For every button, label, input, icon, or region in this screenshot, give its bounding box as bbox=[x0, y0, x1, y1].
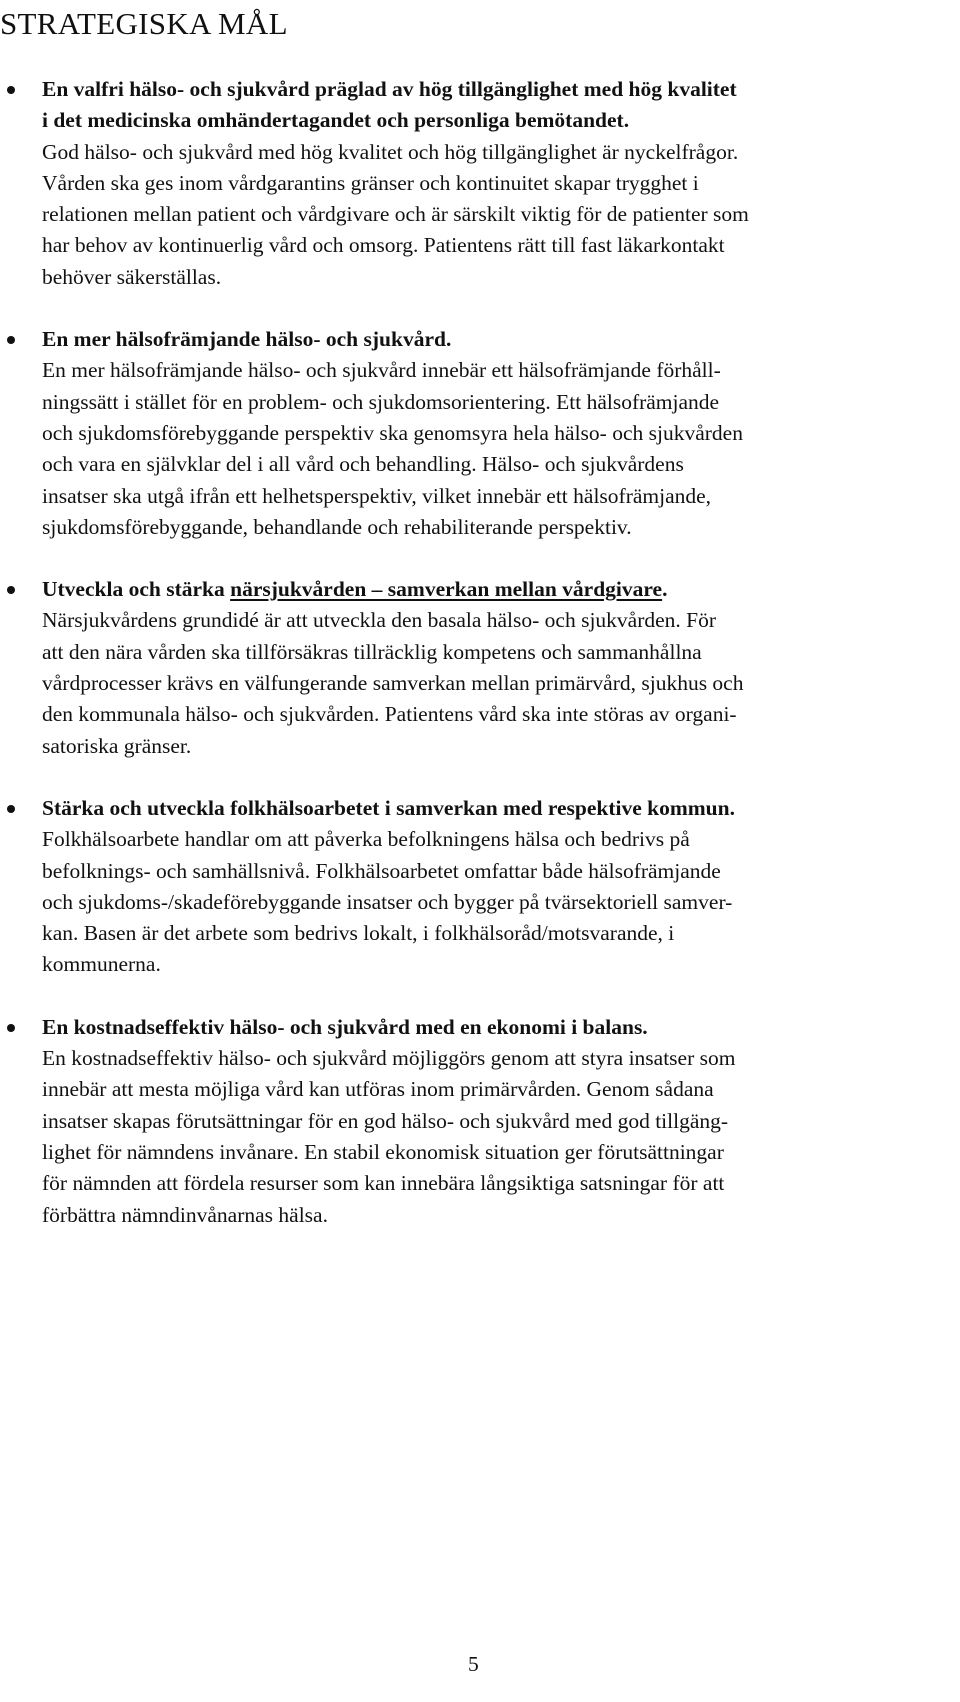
goal-heading bbox=[42, 1012, 935, 1043]
goal-heading-underlined-text: närsjukvården – samverkan mellan vårdgivare bbox=[230, 577, 663, 602]
goal-body bbox=[42, 605, 935, 761]
bullet-icon bbox=[7, 86, 15, 94]
bullet-icon bbox=[7, 805, 15, 813]
body-line: insatser ska utgå ifrån ett helhetsperspektiv, vilket innebär ett hälsofrämjande, bbox=[42, 483, 712, 508]
body-line: innebär att mesta möjliga vård kan utföras inom primärvården. Genom sådana bbox=[42, 1077, 714, 1102]
goal-heading-line: Stärka och utveckla folkhälsoarbetet i samverkan med respektive kommun. bbox=[42, 795, 735, 820]
body-line: för nämnden att fördela resurser som kan innebära långsiktiga satsningar för att bbox=[42, 1171, 725, 1196]
body-line: satoriska gränser. bbox=[42, 733, 192, 758]
goal-body bbox=[42, 355, 935, 543]
body-line: kan. Basen är det arbete som bedrivs lokalt, i folkhälsoråd/motsvarande, i bbox=[42, 921, 675, 946]
bullet-icon bbox=[7, 586, 15, 594]
goal-heading-line: En valfri hälso- och sjukvård präglad av hög tillgänglighet med hög kvalitet bbox=[42, 77, 737, 101]
goal-heading-line: En kostnadseffektiv hälso- och sjukvård med en ekonomi i balans. bbox=[42, 1014, 648, 1039]
goal-item-5 bbox=[0, 1012, 935, 1231]
goal-heading-line: i det medicinska omhändertagandet och personliga bemötandet. bbox=[42, 108, 630, 133]
goals-list bbox=[0, 74, 960, 1262]
goal-heading bbox=[42, 793, 935, 824]
body-line: och sjukdoms-/skadeförebyggande insatser och bygger på tvärsektoriell samver- bbox=[42, 889, 733, 914]
body-line: Närsjukvårdens grundidé är att utveckla den basala hälso- och sjukvården. För bbox=[42, 608, 717, 633]
body-line: En kostnadseffektiv hälso- och sjukvård möjliggörs genom att styra insatser som bbox=[42, 1046, 736, 1071]
goal-heading bbox=[42, 324, 935, 355]
goal-body bbox=[42, 137, 935, 293]
body-line: En mer hälsofrämjande hälso- och sjukvård innebär ett hälsofrämjande förhåll- bbox=[42, 358, 721, 383]
body-line: insatser skapas förutsättningar för en god hälso- och sjukvård med god tillgäng- bbox=[42, 1108, 729, 1133]
goal-item-1 bbox=[0, 74, 935, 293]
goal-heading-line bbox=[42, 574, 935, 605]
body-line: God hälso- och sjukvård med hög kvalitet och hög tillgänglighet är nyckelfrågor. bbox=[42, 139, 739, 164]
bullet-icon bbox=[7, 336, 15, 344]
body-line: behöver säkerställas. bbox=[42, 264, 222, 289]
body-line: och vara en självklar del i all vård och behandling. Hälso- och sjukvårdens bbox=[42, 452, 684, 477]
body-line: vårdprocesser krävs en välfungerande samverkan mellan primärvård, sjukhus och bbox=[42, 671, 744, 696]
body-line: har behov av kontinuerlig vård och omsorg. Patientens rätt till fast läkarkontakt bbox=[42, 233, 725, 258]
goal-body bbox=[42, 1043, 935, 1231]
body-line: Vården ska ges inom vårdgarantins gränser och kontinuitet skapar trygghet i bbox=[42, 170, 699, 195]
body-line: ningssätt i stället för en problem- och sjukdomsorientering. Ett hälsofrämjande bbox=[42, 389, 720, 414]
page-title: STRATEGISKA MÅL bbox=[0, 6, 288, 41]
body-line: sjukdomsförebyggande, behandlande och rehabiliterande perspektiv. bbox=[42, 514, 632, 539]
bullet-icon bbox=[7, 1024, 15, 1032]
goal-heading bbox=[42, 74, 935, 137]
body-line: lighet för nämndens invånare. En stabil ekonomisk situation ger förutsättningar bbox=[42, 1139, 724, 1164]
goal-heading-text: Utveckla och stärka bbox=[42, 577, 231, 602]
body-line: Folkhälsoarbete handlar om att påverka befolkningens hälsa och bedrivs på bbox=[42, 827, 690, 852]
goal-item-4 bbox=[0, 793, 935, 981]
body-line: kommunerna. bbox=[42, 952, 161, 977]
body-line: att den nära vården ska tillförsäkras tillräcklig kompetens och sammanhållna bbox=[42, 639, 702, 664]
body-line: den kommunala hälso- och sjukvården. Patientens vård ska inte störas av organi- bbox=[42, 702, 737, 727]
goal-body bbox=[42, 824, 935, 980]
body-line: och sjukdomsförebyggande perspektiv ska genomsyra hela hälso- och sjukvården bbox=[42, 420, 743, 445]
body-line: relationen mellan patient och vårdgivare och är särskilt viktig för de patienter som bbox=[42, 202, 749, 227]
goal-heading bbox=[42, 574, 935, 605]
body-line: befolknings- och samhällsnivå. Folkhälsoarbetet omfattar både hälsofrämjande bbox=[42, 858, 721, 883]
page-number: 5 bbox=[468, 1652, 479, 1676]
goal-item-3 bbox=[0, 574, 935, 762]
goal-item-2 bbox=[0, 324, 935, 543]
body-line: förbättra nämndinvånarnas hälsa. bbox=[42, 1202, 328, 1227]
goal-heading-text: . bbox=[662, 577, 668, 602]
goal-heading-line: En mer hälsofrämjande hälso- och sjukvård. bbox=[42, 327, 452, 352]
